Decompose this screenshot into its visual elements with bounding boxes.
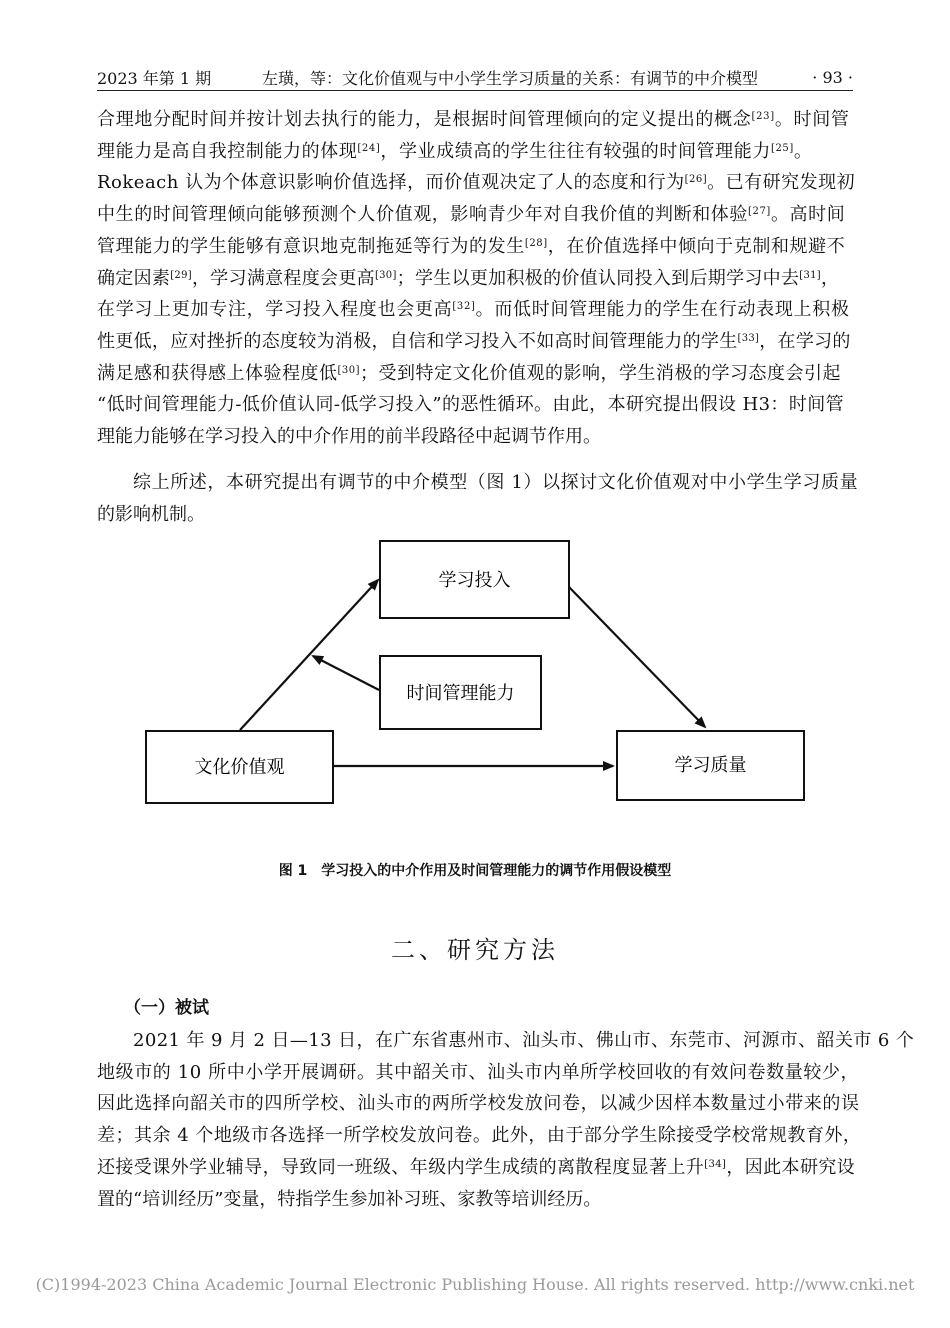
citation[interactable]: [33] xyxy=(737,332,760,344)
citation[interactable]: [27] xyxy=(748,206,771,218)
citation[interactable]: [26] xyxy=(684,174,708,186)
citation[interactable]: [23] xyxy=(751,111,775,122)
label-time-management: 时间管理能力 xyxy=(406,683,515,704)
paragraph-summary: 综上所述，本研究提出有调节的中介模型（图 1）以探讨文化价值观对中小学生学习质量 的影响机制。 xyxy=(97,472,859,525)
box-learning-quality xyxy=(617,731,804,800)
figure-caption: 图 1 学习投入的中介作用及时间管理能力的调节作用假设模型 xyxy=(278,863,672,879)
citation[interactable]: [25] xyxy=(770,142,794,154)
citation[interactable]: [24] xyxy=(357,142,381,154)
paragraph-time-management: 合理地分配时间并按计划去执行的能力，是根据时间管理倾向的定义提出的概念[23]。时间管 理能力是高自我控制能力的体现[24]，学业成绩高的学生往往有较强的时间管理能力[25]。 Rokeach 认为个体意识影响价值选择，而价值观决定了人的态度和行为[26]。已有研究发现初 中生的时间管理倾向能够预测个人价值观，影响青少年对自我价值的判断和体验[27]。高时间 管理能力的学生能够有意识地克制拖延等行为的发生[28]，在价值选择中倾向于克制和规避不 确定因素[29]，学习满意程度会更高[30]；学生以更加积极的价值认同投入到后期学习中去[31]， 在学习上更加专注，学习投入程度也会更高[32]。而低时间管理能力的学生在行动表现上积极 性更低，应对挫折的态度较为消极，自信和学习投入不如高时间管理能力的学生[33]，在学习的 满足感和获得感上体验程度低[30]；受到特定文化价值观的影响，学生消极的学习态度会引起 “低时间管理能力-低价值认同-低学习投入”的恶性循环。由此，本研究提出假设 H3：时间管 理能力能够在学习投入的中介作用的前半段路径中起调节作用。 xyxy=(97,109,856,448)
arrow-engagement-to-quality xyxy=(569,587,705,727)
box-time-management xyxy=(380,656,541,729)
citation[interactable]: [28] xyxy=(524,237,548,249)
copyright-footer: (C)1994-2023 China Academic Journal Electronic Publishing House. All rights reserved. http://www.cnki.net xyxy=(35,1275,915,1294)
label-learning-engagement: 学习投入 xyxy=(438,570,511,591)
citation[interactable]: [34] xyxy=(704,1158,727,1170)
box-cultural-values xyxy=(146,731,333,803)
paragraph-participants: 2021 年 9 月 2 日—13 日，在广东省惠州市、汕头市、佛山市、东莞市、河源市、韶关市 6 个 地级市的 10 所中小学开展调研。其中韶关市、汕头市内单所学校回收的有效问卷数量较少， 因此选择向韶关市的四所学校、汕头市的两所学校发放问卷，以减少因样本数量过小带来的误 差；其余 4 个地级市各选择一所学校发放问卷。此外，由于部分学生除接受学校常规教育外， 还接受课外学业辅导，导致同一班级、年级内学生成绩的离散程度显著上升[34]，因此本研究设 置的“培训经历”变量，特指学生参加补习班、家教等培训经历。 xyxy=(97,1030,915,1210)
journal-issue: 2023 年第 1 期 xyxy=(97,68,212,88)
box-learning-engagement xyxy=(380,541,569,618)
citation[interactable]: [30] xyxy=(374,269,397,281)
label-learning-quality: 学习质量 xyxy=(674,755,747,776)
subsection-title: （一）被试 xyxy=(124,998,209,1018)
article-running-title: 左璜，等：文化价值观与中小学生学习质量的关系：有调节的中介模型 xyxy=(261,68,758,88)
section-title: 二、研究方法 xyxy=(391,936,559,964)
citation[interactable]: [29] xyxy=(170,269,192,281)
citation[interactable]: [32] xyxy=(452,301,476,313)
arrow-culture-to-engagement xyxy=(240,580,378,730)
arrow-moderator-to-path xyxy=(313,656,379,690)
citation[interactable]: [30] xyxy=(337,364,361,376)
citation[interactable]: [31] xyxy=(799,269,822,281)
page-number: · 93 · xyxy=(812,67,853,87)
label-cultural-values: 文化价值观 xyxy=(194,757,285,778)
